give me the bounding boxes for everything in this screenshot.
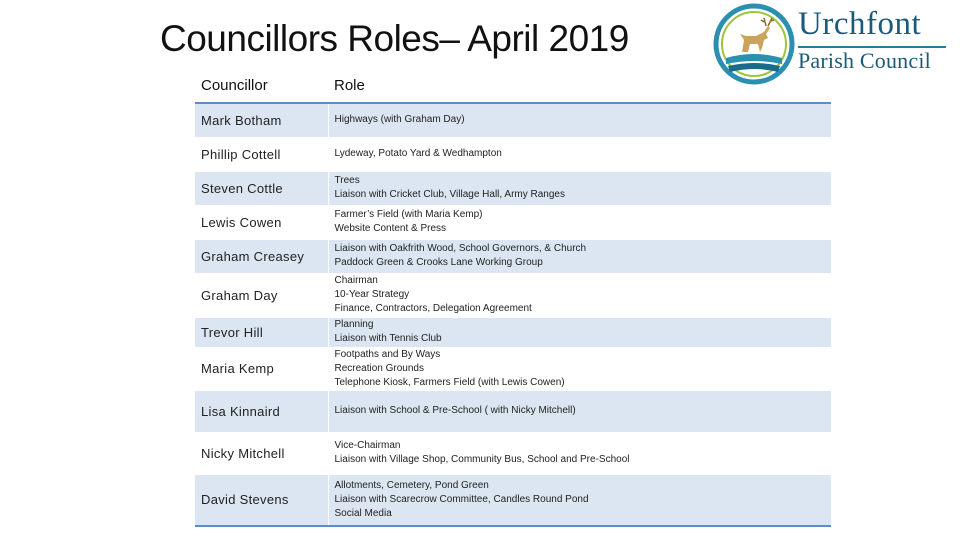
councillor-name: David Stevens (195, 474, 328, 526)
role-line: Paddock Green & Crooks Lane Working Group (334, 257, 543, 268)
role-line: Liaison with Cricket Club, Village Hall, Army Ranges (334, 189, 565, 200)
table-row (195, 432, 831, 474)
table-row (195, 273, 831, 317)
role-line: Liaison with Tennis Club (334, 333, 442, 344)
role-line: Social Media (334, 507, 392, 519)
role-line: Website Content & Press (334, 223, 447, 234)
councillor-role (328, 432, 831, 474)
logo-title: Urchfont (798, 6, 922, 42)
councillor-name: Steven Cottle (195, 171, 328, 205)
table-body (195, 103, 831, 526)
councillor-name: Graham Creasey (195, 239, 328, 273)
table-row (195, 317, 831, 347)
councillor-name: Nicky Mitchell (195, 432, 328, 474)
role-line: Vice-Chairman (334, 440, 401, 451)
councillor-role (328, 390, 831, 432)
councillor-role (328, 239, 831, 273)
councillor-roles-table (195, 68, 831, 527)
councillor-name: Maria Kemp (195, 347, 328, 390)
councillor-role (328, 171, 831, 205)
councillor-role (328, 205, 831, 239)
councillor-role (328, 273, 831, 317)
role-line: Highways (with Graham Day) (334, 114, 465, 126)
column-header-role: Role (328, 68, 831, 103)
table-row (195, 137, 831, 171)
role-line: 10-Year Strategy (334, 289, 410, 300)
role-line: Liaison with Scarecrow Committee, Candles Round Pond (334, 493, 589, 505)
table-row (195, 171, 831, 205)
role-line: Liaison with Oakfrith Wood, School Governors, & Church (334, 243, 587, 254)
role-line: Telephone Kiosk, Farmers Field (with Lewis Cowen) (334, 376, 565, 388)
table-row (195, 474, 831, 526)
councillor-name: Graham Day (195, 273, 328, 317)
councillor-name: Phillip Cottell (195, 137, 328, 171)
table-row (195, 239, 831, 273)
role-line: Farmer’s Field (with Maria Kemp) (334, 209, 483, 220)
councillor-role (328, 317, 831, 347)
role-line: Allotments, Cemetery, Pond Green (334, 479, 489, 491)
councillor-name: Lisa Kinnaird (195, 390, 328, 432)
role-line: Lydeway, Potato Yard & Wedhampton (334, 148, 502, 159)
councillor-role (328, 474, 831, 526)
page-title: Councillors Roles– April 2019 (160, 18, 629, 59)
role-line: Chairman (334, 275, 378, 286)
role-line: Recreation Grounds (334, 362, 424, 374)
councillor-role (328, 103, 831, 137)
councillor-name: Trevor Hill (195, 317, 328, 347)
role-line: Liaison with School & Pre-School ( with Nicky Mitchell) (334, 405, 576, 416)
role-line: Footpaths and By Ways (334, 348, 441, 360)
column-header-councillor: Councillor (195, 68, 328, 103)
table-header-row (195, 68, 831, 103)
councillor-role (328, 347, 831, 390)
role-line: Liaison with Village Shop, Community Bus, School and Pre-School (334, 454, 630, 465)
councillor-name: Lewis Cowen (195, 205, 328, 239)
logo-subtitle: Parish Council (798, 48, 931, 73)
councillor-role (328, 137, 831, 171)
councillor-name: Mark Botham (195, 103, 328, 137)
table-row (195, 103, 831, 137)
table-row (195, 205, 831, 239)
table-row (195, 347, 831, 390)
table-row (195, 390, 831, 432)
role-line: Planning (334, 319, 374, 330)
role-line: Finance, Contractors, Delegation Agreement (334, 303, 532, 314)
role-line: Trees (334, 175, 360, 186)
